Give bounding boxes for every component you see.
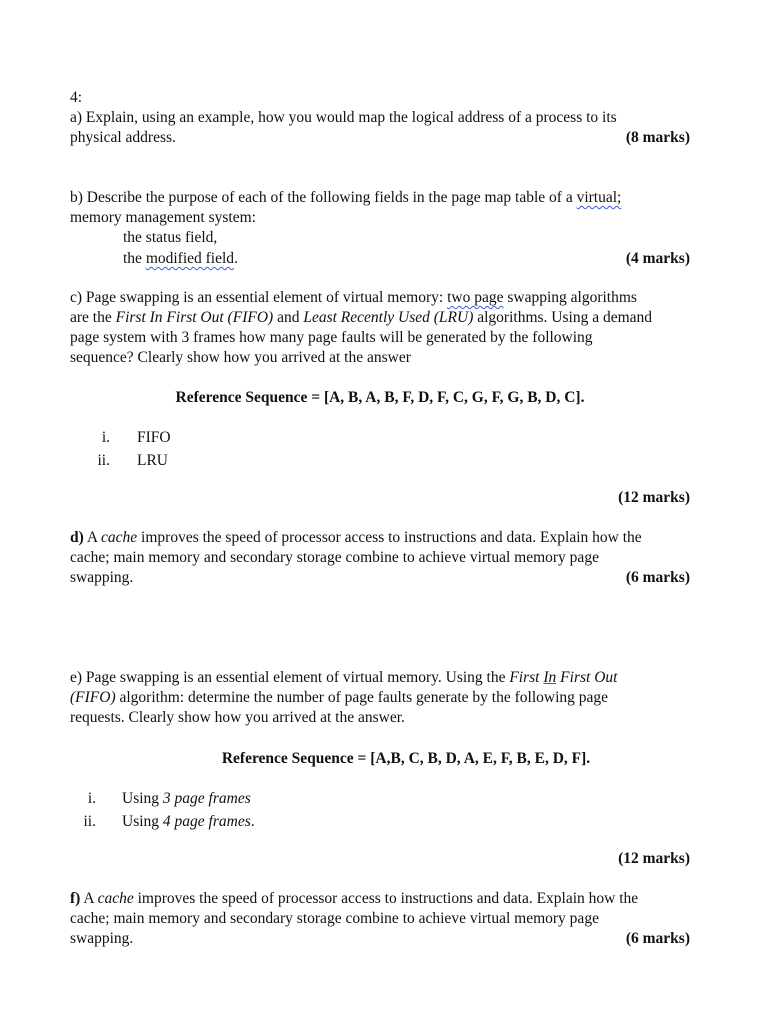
part-d-marks: (6 marks) bbox=[625, 569, 690, 586]
part-e-item-1-number: i. bbox=[87, 790, 96, 807]
part-c-line-4: sequence? Clearly show how you arrived at the answer bbox=[70, 349, 411, 366]
part-e-marks: (12 marks) bbox=[618, 850, 690, 867]
part-e-item-2-label: Using 4 page frames. bbox=[122, 813, 255, 830]
part-c-line-1: c) Page swapping is an essential element of virtual memory: two page swapping algorithms bbox=[70, 289, 637, 306]
part-e-item-2-number: ii. bbox=[83, 813, 96, 830]
part-f-line-1: f) A cache improves the speed of processor access to instructions and data. Explain how the bbox=[70, 890, 639, 907]
question-number: 4: bbox=[70, 89, 83, 106]
part-d-line-3: swapping. bbox=[70, 569, 134, 586]
spellcheck-modified-field: modified field bbox=[145, 250, 235, 267]
part-f-line-3: swapping. bbox=[70, 930, 134, 947]
part-a-line-2: physical address. bbox=[70, 129, 176, 146]
underlined-in: In bbox=[543, 669, 557, 686]
part-f-marks: (6 marks) bbox=[625, 930, 690, 947]
part-c-marks: (12 marks) bbox=[618, 489, 690, 506]
part-c-reference-sequence: Reference Sequence = [A, B, A, B, F, D, F, C, G, F, G, B, D, C]. bbox=[175, 389, 585, 406]
part-b-line-2: memory management system: bbox=[70, 209, 256, 226]
part-d-line-2: cache; main memory and secondary storage combine to achieve virtual memory page bbox=[70, 549, 599, 566]
part-f-line-2: cache; main memory and secondary storage combine to achieve virtual memory page bbox=[70, 910, 599, 927]
spellcheck-virtual: virtual; bbox=[576, 189, 622, 206]
part-c-item-1-number: i. bbox=[101, 429, 110, 446]
part-d-line-1: d) A cache improves the speed of processor access to instructions and data. Explain how the bbox=[70, 529, 642, 546]
part-a-line-1: a) Explain, using an example, how you would map the logical address of a process to its bbox=[70, 109, 617, 126]
part-c-item-1-label: FIFO bbox=[137, 429, 171, 446]
part-b-line-1: b) Describe the purpose of each of the following fields in the page map table of a virtual; bbox=[70, 189, 622, 206]
part-a-marks: (8 marks) bbox=[625, 129, 690, 146]
spellcheck-two-page: two page bbox=[447, 289, 504, 306]
part-c-item-2-number: ii. bbox=[97, 452, 110, 469]
part-b-marks: (4 marks) bbox=[625, 250, 690, 267]
part-c-line-2: are the First In First Out (FIFO) and Least Recently Used (LRU) algorithms. Using a demand bbox=[70, 309, 653, 326]
part-b-field-modified: the modified field. bbox=[123, 250, 238, 267]
part-e-line-1: e) Page swapping is an essential element of virtual memory. Using the First In First Out bbox=[70, 669, 618, 686]
part-b-field-status: the status field, bbox=[123, 229, 218, 246]
part-e-line-2: (FIFO) algorithm: determine the number of page faults generate by the following page bbox=[70, 689, 609, 706]
part-c-item-2-label: LRU bbox=[137, 452, 168, 469]
part-e-reference-sequence: Reference Sequence = [A,B, C, B, D, A, E, F, B, E, D, F]. bbox=[221, 750, 591, 767]
part-e-item-1-label: Using 3 page frames bbox=[122, 790, 251, 807]
part-c-line-3: page system with 3 frames how many page faults will be generated by the following bbox=[70, 329, 593, 346]
part-e-line-3: requests. Clearly show how you arrived at the answer. bbox=[70, 709, 405, 726]
